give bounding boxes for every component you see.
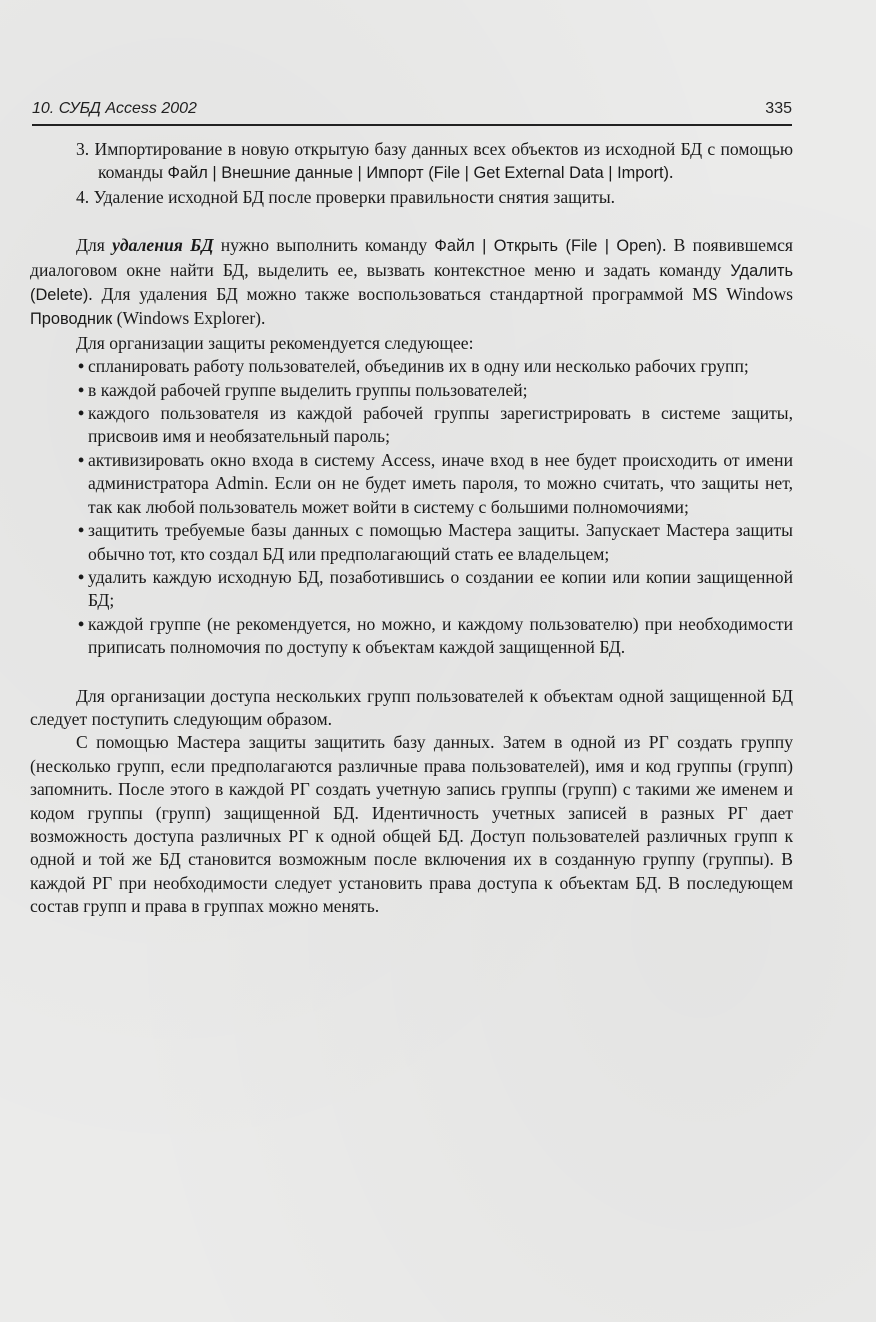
bullet-item: • в каждой рабочей группе выделить группы пользователей;	[30, 379, 793, 402]
item-text: Импортирование в новую открытую базу данных всех объектов из исходной БД с помощью команды	[94, 139, 793, 183]
item-number: 4.	[76, 186, 90, 207]
item-text: Удаление исходной БД после проверки правильности снятия защиты.	[93, 186, 616, 207]
bullet-item: • каждой группе (не рекомендуется, но можно, и каждому пользователю) при необходимости приписать полномочия по доступу к объектам каждой защищенной БД.	[30, 613, 793, 660]
program-name: Проводник	[30, 310, 113, 329]
bullet-item: • спланировать работу пользователей, объединив их в одну или несколько рабочих групп;	[30, 355, 793, 378]
item-number: 3.	[76, 139, 90, 159]
menu-command-delete: Удалить (Delete)	[30, 261, 793, 305]
protection-intro: Для организации защиты рекомендуется следующее:	[76, 332, 474, 353]
menu-command: Файл | Внешние данные | Импорт (File | Get External Data | Import)	[167, 164, 670, 183]
text-run: (Windows Explorer).	[112, 308, 266, 329]
protection-bullet-list	[30, 355, 793, 659]
access-paragraph: Для организации доступа нескольких групп пользователей к объектам одной защищенной БД следует поступить следующим образом.	[30, 685, 793, 729]
page-number: 335	[765, 100, 792, 117]
emphasis-term: удаления БД	[112, 235, 214, 256]
menu-command-open: Файл | Открыть (File | Open)	[434, 237, 662, 256]
text-run: Для	[76, 235, 113, 256]
bullet-item: • защитить требуемые базы данных с помощью Мастера защиты. Запускает Мастера защиты обычно тот, кто создал БД или предполагающий стать ее владельцем;	[30, 519, 793, 566]
paragraph-gap	[30, 660, 793, 685]
numbered-item-4	[30, 186, 793, 209]
item-text-end: .	[669, 162, 674, 183]
delete-db-paragraph	[30, 234, 793, 332]
bullet-item: • каждого пользователя из каждой рабочей группы зарегистрировать в системе защиты, присвоив имя и необязательный пароль;	[30, 402, 793, 449]
text-run: . Для удаления БД можно также воспользоваться стандартной программой MS Windows	[88, 284, 793, 305]
paragraph-gap	[30, 209, 793, 234]
bullet-item: • активизировать окно входа в систему Access, иначе вход в нее будет происходить от имени администратора Admin. Если он не будет иметь пароля, то можно считать, что защиты нет, так как любой пользователь может войти в систему с большими полномочиями;	[30, 449, 793, 519]
final-paragraph: С помощью Мастера защиты защитить базу данных. Затем в одной из РГ создать группу (несколько групп, если предполагаются различные права пользователей), имя и код группы (групп) запомнить. После этого в каждой РГ создать учетную запись группы (групп) с такими же именем и кодом группы (групп) защищенной БД. Идентичность учетных записей в разных РГ дает возможность доступа различных РГ к одной общей БД. Доступ пользователей различных групп к одной и той же БД становится возможным после включения их в созданную группу (группы). В каждой РГ при необходимости следует установить права доступа к объектам БД. В последующем состав групп и права в группах можно менять.	[30, 732, 793, 917]
chapter-title: 10. СУБД Access 2002	[32, 100, 197, 117]
running-header	[32, 100, 792, 126]
text-run: . В появившемся диалоговом окне найти БД, выделить ее, вызвать контекстное меню и задать команду	[30, 235, 793, 280]
page-body	[30, 138, 793, 919]
numbered-item-3	[30, 138, 793, 186]
bullet-item: • удалить каждую исходную БД, позаботившись о создании ее копии или копии защищенной БД;	[30, 566, 793, 613]
text-run: нужно выполнить команду	[213, 235, 435, 256]
